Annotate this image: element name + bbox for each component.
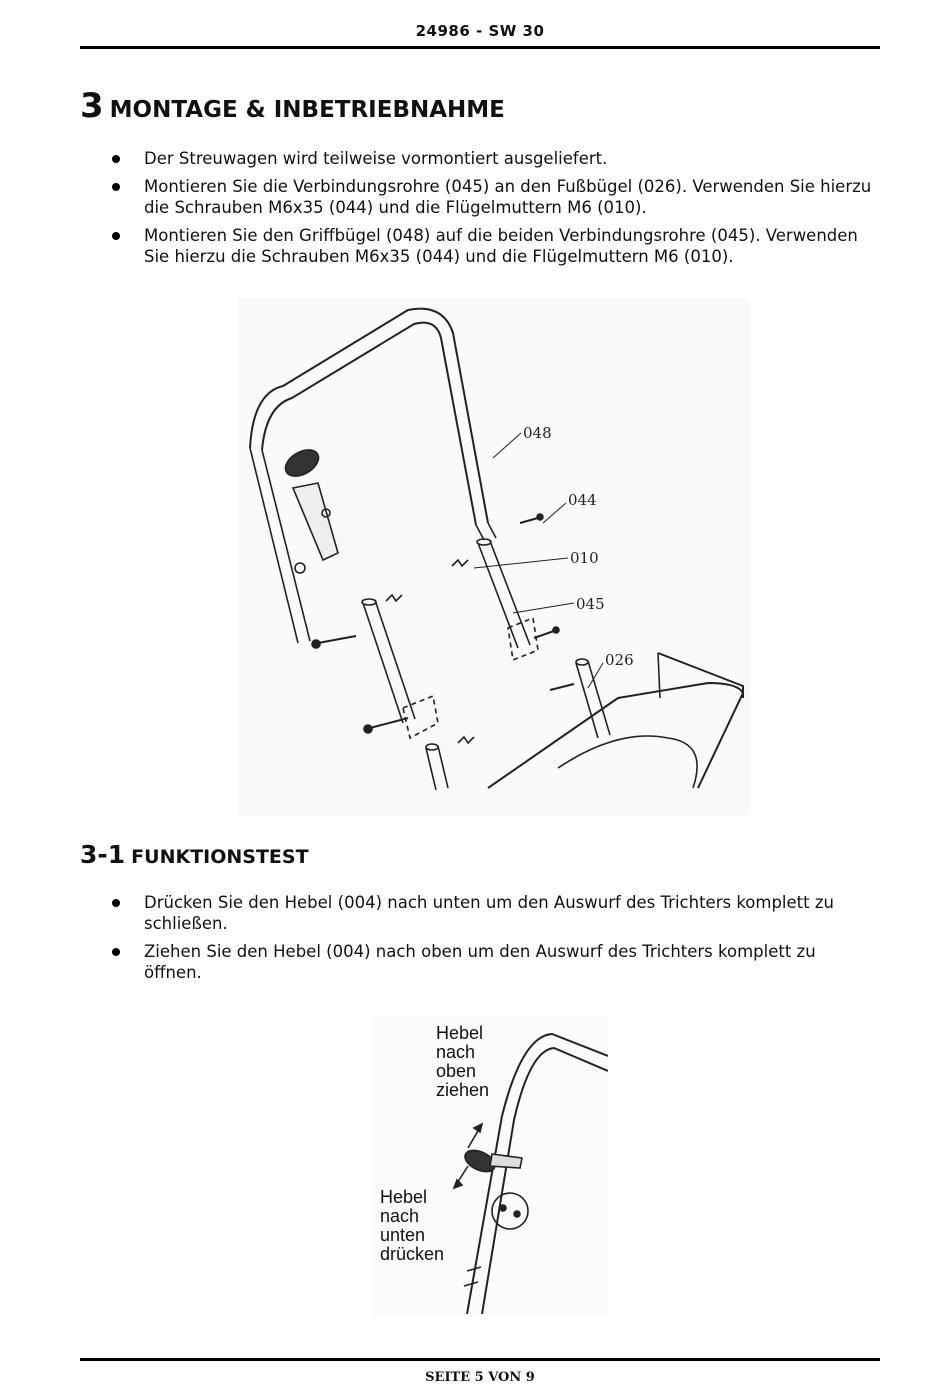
list-item-text: Drücken Sie den Hebel (004) nach unten um den Auswurf des Trichters komplett zu schließen.	[144, 893, 834, 933]
assembly-instructions-list	[108, 148, 878, 274]
header-rule	[80, 46, 880, 49]
bullet-icon	[112, 155, 120, 163]
label-line: oben	[436, 1061, 477, 1081]
label-line: nach	[380, 1206, 420, 1226]
bullet-icon	[112, 183, 120, 191]
callout-044: 044	[568, 491, 597, 509]
list-item	[108, 892, 878, 934]
subsection-number: 3-1	[80, 840, 126, 869]
label-line: unten	[380, 1225, 426, 1245]
callout-045: 045	[576, 595, 605, 613]
list-item-text: Montieren Sie den Griffbügel (048) auf die beiden Verbindungsrohre (045). Verwenden Sie hierzu die Schrauben M6x35 (044) und die Flügelmuttern M6 (010).	[144, 226, 858, 266]
list-item	[108, 941, 878, 983]
section-title: MONTAGE & INBETRIEBNAHME	[109, 97, 505, 123]
page-footer: SEITE 5 VON 9	[425, 1370, 535, 1385]
lever-diagram	[372, 1016, 608, 1314]
list-item	[108, 225, 878, 267]
bullet-icon	[112, 232, 120, 240]
list-item-text: Der Streuwagen wird teilweise vormontiert ausgeliefert.	[144, 149, 608, 168]
callout-026: 026	[605, 651, 634, 669]
bullet-icon	[112, 948, 120, 956]
label-line: Hebel	[436, 1023, 484, 1043]
page-header-title: 24986 - SW 30	[415, 22, 545, 40]
label-push-down	[380, 1188, 444, 1264]
label-line: Hebel	[380, 1187, 428, 1207]
callout-010: 010	[570, 549, 599, 567]
list-item-text: Montieren Sie die Verbindungsrohre (045) an den Fußbügel (026). Verwenden Sie hierzu die Schrauben M6x35 (044) und die Flügelmuttern M6 (010).	[144, 177, 872, 217]
lever-drawing-svg	[372, 1016, 608, 1314]
list-item	[108, 176, 878, 218]
section-number: 3	[80, 86, 104, 126]
list-item-text: Ziehen Sie den Hebel (004) nach oben um den Auswurf des Trichters komplett zu öffnen.	[144, 942, 816, 982]
subsection-heading	[80, 840, 309, 869]
callout-048: 048	[523, 424, 552, 442]
list-item	[108, 148, 878, 169]
assembly-drawing-svg	[238, 298, 750, 815]
footer-rule	[80, 1358, 880, 1361]
label-line: ziehen	[436, 1080, 490, 1100]
function-test-list	[108, 892, 878, 990]
assembly-diagram	[238, 298, 750, 815]
label-line: nach	[436, 1042, 476, 1062]
section-heading	[80, 86, 505, 126]
subsection-title: FUNKTIONSTEST	[131, 846, 309, 868]
label-line: drücken	[380, 1244, 445, 1264]
bullet-icon	[112, 899, 120, 907]
label-pull-up	[436, 1024, 489, 1100]
